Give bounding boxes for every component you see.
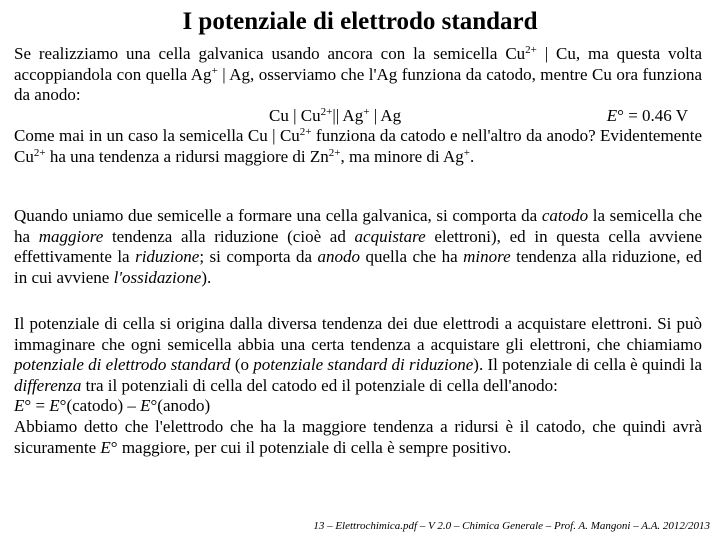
italic-term: differenza [14, 375, 82, 395]
superscript: 2+ [33, 146, 46, 159]
cell-potential-value: E° = 0.46 V [606, 105, 688, 125]
cell-notation: Cu | $Cu^{2+}||$ Ag+ | Ag [269, 105, 402, 125]
superscript: + [463, 146, 470, 159]
italic-term: anodo [317, 247, 361, 267]
page-title: I potenziale di elettrodo standard [182, 8, 538, 35]
italic-term: l'ossidazione [113, 267, 202, 287]
superscript: 2+ [525, 44, 537, 56]
page-footer: 13 – Elettrochimica.pdf – V 2.0 – Chimica Generale – Prof. A. Mangoni – A.A. 2012/2013 [313, 520, 710, 532]
cell-equation-line [14, 106, 702, 127]
superscript: 2+ [328, 146, 341, 159]
text: Come mai in un caso la semicella Cu | Cu [14, 126, 300, 146]
text: | Ag, osserviamo che l'Ag funziona da catodo, mentre Cu ora funziona da anodo: [14, 64, 702, 105]
superscript: 2+ [299, 126, 312, 139]
text: , ma minore di Ag [340, 146, 464, 166]
text: Se realizziamo una cella galvanica usando ancora con la semicella Cu [14, 44, 526, 63]
italic-term: catodo [541, 206, 589, 225]
paragraph-cell-example [14, 44, 702, 168]
italic-term: potenziale di elettrodo standard [14, 355, 231, 375]
paragraph-cell-potential: Il potenziale di cella si origina dalla diversa tendenza dei due elettrodi a acquistare elettroni. Si può immaginare che ogni semicella abbia una certa tendenza a acquistare gli elettroni, che chiamiamo potenziale di elettrodo standard (o potenziale standard di riduzione). Il potenziale di cella è quindi la differenza tra il potenziali di cella del catodo ed il potenziale di cella dell'anodo: E° = E°(catodo) – E°(anodo) Abbiamo detto che l'elettrodo che ha la maggiore tendenza a ridursi è il catodo, che quindi avrà sicuramente E° maggiore, per cui il potenziale di cella è sempre positivo. [14, 314, 702, 457]
italic-term: acquistare [354, 226, 426, 246]
text: . [469, 146, 475, 166]
potential-equation: E° = E°(catodo) – E°(anodo) [14, 396, 211, 416]
text: | Cu, ma questa volta accoppiandola con quella Ag [14, 44, 702, 84]
italic-term: riduzione [135, 247, 200, 267]
text: funziona da catodo e nell'altro da anodo? Evidentemente Cu [14, 126, 702, 166]
paragraph-cathode-anode: Quando uniamo due semicelle a formare una cella galvanica, si comporta da catodo la semicella che ha maggiore tendenza alla riduzione (cioè ad acquistare elettroni), ed in questa cella avviene effettivamente la riduzione; si comporta da anodo quella che ha minore tendenza alla riduzione, ed in cui avviene l'ossidazione). [14, 206, 702, 287]
italic-term: maggiore [38, 226, 104, 246]
superscript: + [211, 64, 218, 77]
italic-term: potenziale standard di riduzione [253, 355, 474, 375]
text: ha una tendenza a ridursi maggiore di Zn [45, 146, 329, 166]
italic-term: E [100, 437, 111, 457]
italic-term: minore [463, 247, 511, 267]
